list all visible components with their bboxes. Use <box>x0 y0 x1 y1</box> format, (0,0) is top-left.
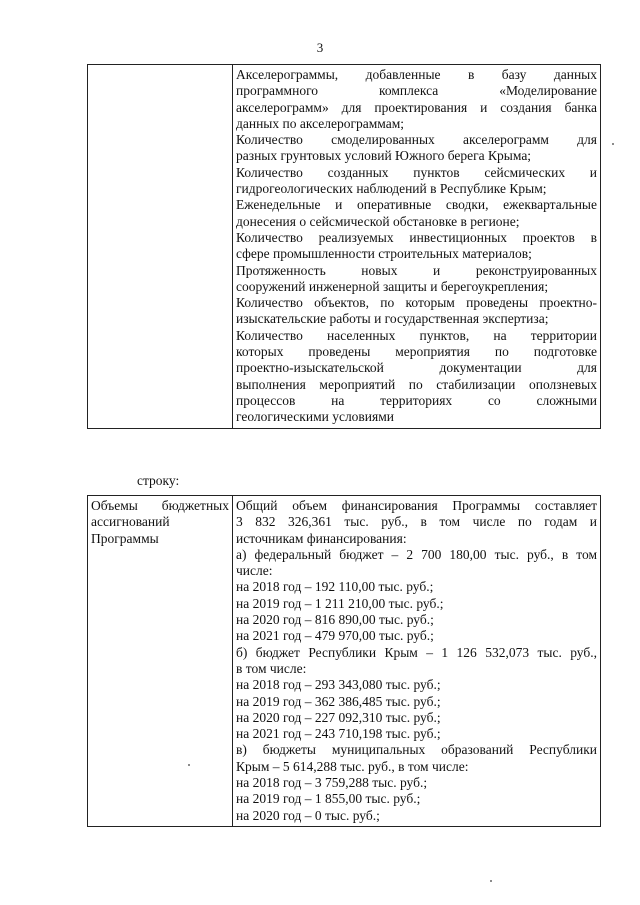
text-line: в том числе: <box>236 660 307 676</box>
text-line: сооружений инженерной защиты и берегоукрепления; <box>236 278 549 294</box>
text-line: на 2020 год – 227 092,310 тыс. руб.; <box>236 709 441 725</box>
scan-speck <box>188 764 190 766</box>
text-line: на 2020 год – 0 тыс. руб.; <box>236 807 380 823</box>
text-line: ассигнований <box>91 514 170 530</box>
page-number: 3 <box>316 40 324 55</box>
text-line: числе: <box>236 563 273 579</box>
text-line: а) федеральный бюджет – 2 700 180,00 тыс. руб., в том <box>236 546 597 562</box>
text-line: изыскательские работы и государственная экспертиза; <box>236 311 549 327</box>
text-line: Количество объектов, по которым проведены проектно- <box>236 295 597 311</box>
replacement-intro-text: строку: <box>137 473 180 488</box>
table-row <box>88 65 601 429</box>
text-line: Акселерограммы, добавленные в базу данных <box>236 67 597 82</box>
text-line: процессов на территориях со сложными <box>236 392 597 408</box>
scan-speck <box>612 143 614 145</box>
text-line: Количество населенных пунктов, на территории <box>236 327 597 343</box>
text-line: в) бюджеты муниципальных образований Республики <box>236 742 597 758</box>
text-line: Крым – 5 614,288 тыс. руб., в том числе: <box>236 758 469 774</box>
text-line: проектно-изыскательской документации для <box>236 360 597 376</box>
text-line: Количество реализуемых инвестиционных проектов в <box>236 229 597 245</box>
text-line: которых проведены мероприятия по подготовке <box>236 344 597 360</box>
text-line: на 2021 год – 243 710,198 тыс. руб.; <box>236 726 441 742</box>
budget-allocations-table <box>87 495 601 827</box>
text-line: на 2019 год – 362 386,485 тыс. руб.; <box>236 693 441 709</box>
text-line: на 2019 год – 1 855,00 тыс. руб.; <box>236 791 421 807</box>
text-line: источникам финансирования: <box>236 530 407 546</box>
scan-speck <box>490 880 492 882</box>
text-line: Количество созданных пунктов сейсмических и <box>236 164 597 180</box>
text-line: Объемы бюджетных <box>91 498 229 513</box>
table-row <box>88 496 601 827</box>
text-line: геологическими условиями <box>236 409 395 425</box>
text-line: на 2018 год – 293 343,080 тыс. руб.; <box>236 677 441 693</box>
text-line: разных грунтовых условий Южного берега Крыма; <box>236 148 532 164</box>
text-line: Количество смоделированных акселерограмм для <box>236 132 597 148</box>
budget-allocations-label-cell <box>88 496 233 827</box>
indicator-label-cell <box>88 65 233 429</box>
text-line: донесения о сейсмической обстановке в регионе; <box>236 213 520 229</box>
text-line: на 2019 год – 1 211 210,00 тыс. руб.; <box>236 595 444 611</box>
text-line: 3 832 326,361 тыс. руб., в том числе по годам и <box>236 514 597 530</box>
text-line: программного комплекса «Моделирование <box>236 83 597 99</box>
text-line: Еженедельные и оперативные сводки, ежеквартальные <box>236 197 597 213</box>
text-line: Протяженность новых и реконструированных <box>236 262 597 278</box>
budget-allocations-content-cell <box>233 496 601 827</box>
text-line: акселерограмм» для проектирования и создания банка <box>236 99 597 115</box>
text-line: выполнения мероприятий по стабилизации оползневых <box>236 376 597 392</box>
text-line: гидрогеологических наблюдений в Республике Крым; <box>236 181 547 197</box>
indicators-table-fragment <box>87 64 601 429</box>
text-line: Программы <box>91 530 159 546</box>
indicators-list-cell <box>233 65 601 429</box>
text-line: б) бюджет Республики Крым – 1 126 532,073 тыс. руб., <box>236 644 597 660</box>
text-line: данных по акселерограммам; <box>236 115 405 131</box>
text-line: на 2018 год – 192 110,00 тыс. руб.; <box>236 579 434 595</box>
text-line: на 2021 год – 479 970,00 тыс. руб.; <box>236 628 434 644</box>
text-line: Общий объем финансирования Программы составляет <box>236 498 597 513</box>
text-line: на 2018 год – 3 759,288 тыс. руб.; <box>236 775 428 791</box>
text-line: на 2020 год – 816 890,00 тыс. руб.; <box>236 612 434 628</box>
text-line: сфере промышленности строительных материалов; <box>236 246 532 262</box>
